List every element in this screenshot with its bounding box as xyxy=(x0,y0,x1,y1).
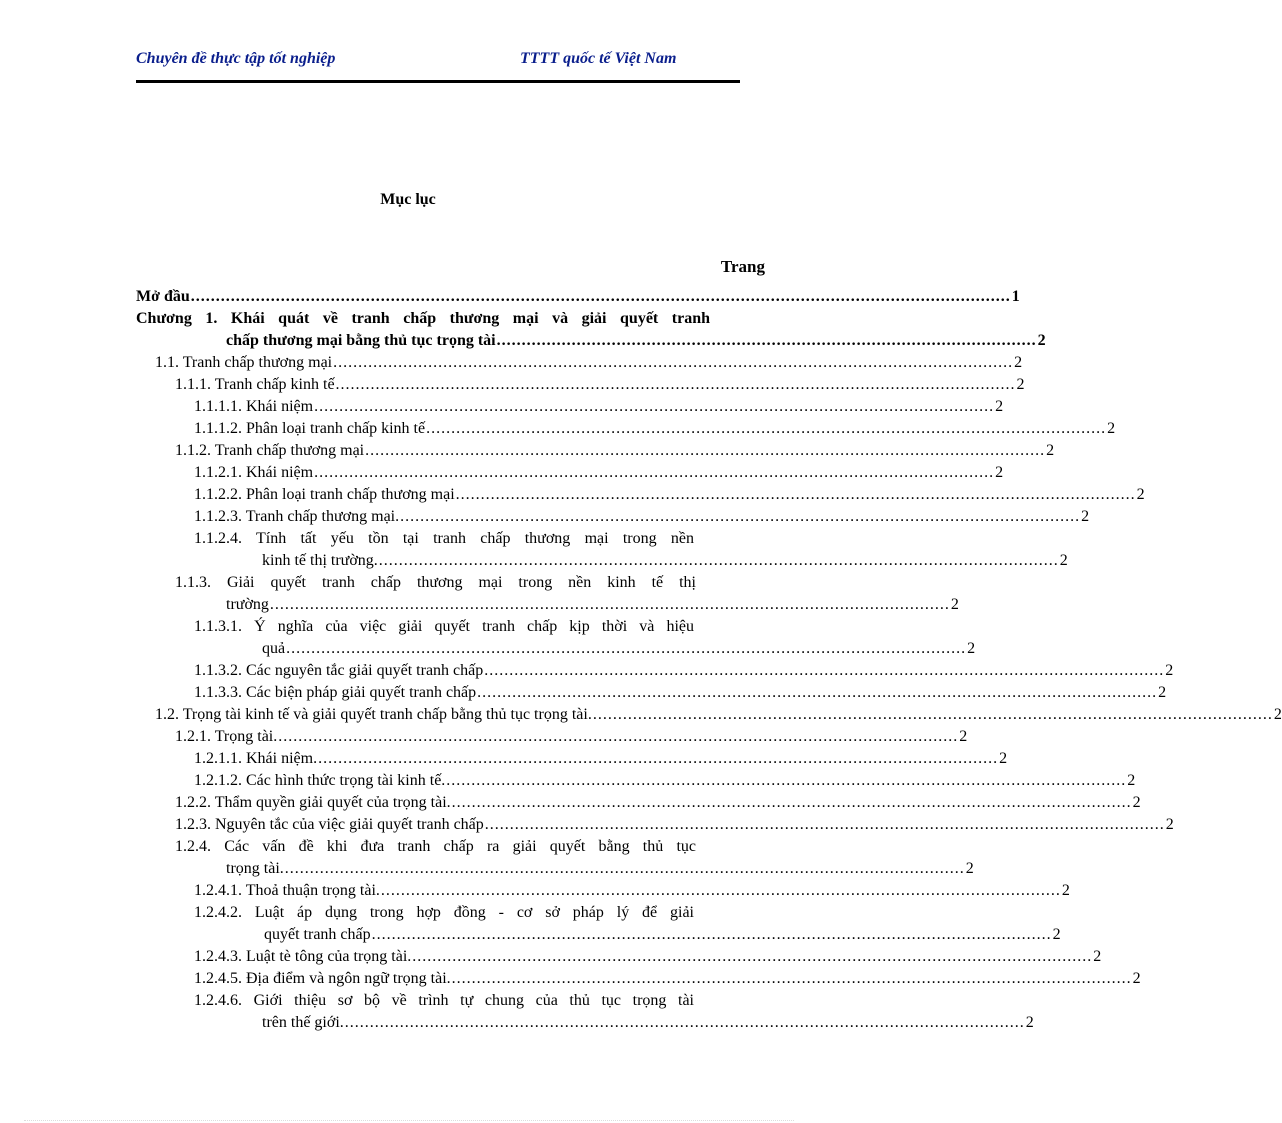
toc-entry-line1: 1.2.4. Các vấn đề khi đưa tranh chấp ra giải quyết bằng thủ tục xyxy=(175,838,696,855)
toc-entry-text: 1.2.1.1. Khái niệm. xyxy=(194,750,318,767)
toc-entry-text: Mở đầu xyxy=(136,288,190,305)
toc-entry[interactable] xyxy=(175,836,974,880)
toc-leader: ........................................................................................................................................ xyxy=(426,420,1107,437)
toc-entry[interactable] xyxy=(194,418,1116,440)
toc-leader: ........................................................................................................................................ xyxy=(314,464,995,481)
toc-entry[interactable] xyxy=(194,484,1145,506)
toc-entry-page: 2 xyxy=(1273,706,1282,723)
toc-entry[interactable] xyxy=(155,352,1023,374)
toc-entry-text: quả xyxy=(262,640,286,657)
toc-entry-line1: Chương 1. Khái quát về tranh chấp thương mại và giải quyết tranh xyxy=(136,310,710,327)
toc-leader: ........................................................................................................................................ xyxy=(451,970,1132,987)
toc-entry[interactable] xyxy=(175,440,1055,462)
toc-leader: ........................................................................................................................................ xyxy=(451,794,1132,811)
toc-entry-line1: 1.1.3.1. Ý nghĩa của việc giải quyết tranh chấp kịp thời và hiệu xyxy=(194,618,694,635)
toc-entry-text: kinh tế thị trường. xyxy=(262,552,378,569)
toc-entry-text: 1.2.2. Thẩm quyền giải quyết của trọng tài. xyxy=(175,794,451,811)
toc-entry-page: 2 xyxy=(950,596,959,613)
toc-entry-page: 2 xyxy=(1046,442,1055,459)
toc-entry-text: 1.2.1. Trọng tài. xyxy=(175,728,278,745)
toc-entry-page: 2 xyxy=(1165,662,1174,679)
toc-entry-page: 2 xyxy=(1158,684,1167,701)
toc-entry[interactable] xyxy=(136,286,1020,308)
toc-entry-text: 1.1.1. Tranh chấp kinh tế xyxy=(175,376,335,393)
toc-leader: ........................................................................................................................................ xyxy=(446,772,1127,789)
toc-leader: ........................................................................................................................................ xyxy=(400,508,1081,525)
toc-entry-page: 2 xyxy=(1016,376,1025,393)
toc-entry-text: 1.2.1.2. Các hình thức trọng tài kinh tế. xyxy=(194,772,446,789)
toc-entry-text: trọng tài. xyxy=(226,860,284,877)
toc-entry[interactable] xyxy=(175,814,1174,836)
toc-entry[interactable] xyxy=(194,946,1102,968)
toc-leader: ........................................................................................................................................ xyxy=(371,926,1052,943)
page-column-label: Trang xyxy=(720,257,765,276)
toc-leader: ........................................................................................................................................ xyxy=(278,728,959,745)
toc-entry-page: 1 xyxy=(1011,288,1020,305)
toc-entry-text: quyết tranh chấp xyxy=(264,926,371,943)
toc-leader: ........................................................................................................................................ xyxy=(412,948,1093,965)
header-divider xyxy=(136,80,740,83)
toc-entry[interactable] xyxy=(194,660,1174,682)
toc-entry[interactable] xyxy=(194,880,1070,902)
toc-entry[interactable] xyxy=(194,902,1061,946)
header-right-title: TTTT quốc tế Việt Nam xyxy=(520,50,677,67)
toc-leader: ........................................................................................................................................ xyxy=(344,1014,1025,1031)
toc-entry-page: 2 xyxy=(1127,772,1136,789)
toc-leader: ........................................................................................................................................ xyxy=(592,706,1273,723)
toc-entry-page: 2 xyxy=(1132,794,1141,811)
toc-entry-text: trường xyxy=(226,596,269,613)
toc-leader: ........................................................................................................................................ xyxy=(477,684,1158,701)
toc-entry-page: 2 xyxy=(959,728,968,745)
toc-entry[interactable] xyxy=(136,308,1046,352)
toc-leader: ........................................................................................................................................ xyxy=(286,640,967,657)
toc-entry-page: 2 xyxy=(999,750,1008,767)
toc-entry[interactable] xyxy=(194,748,1008,770)
toc-entry-text: 1.2.3. Nguyên tắc của việc giải quyết tranh chấp xyxy=(175,816,484,833)
toc-entry[interactable] xyxy=(175,792,1141,814)
toc-entry[interactable] xyxy=(175,572,959,616)
toc-entry-line1: 1.1.3. Giải quyết tranh chấp thương mại trong nền kinh tế thị xyxy=(175,574,696,591)
toc-entry[interactable] xyxy=(194,528,1068,572)
toc-leader: ............................................................................................................ xyxy=(496,332,1037,349)
toc-entry-text: 1.1. Tranh chấp thương mại xyxy=(155,354,333,371)
toc-entry[interactable] xyxy=(194,682,1167,704)
toc-leader: ........................................................................................................................................ xyxy=(380,882,1061,899)
toc-entry-text: trên thế giới. xyxy=(262,1014,344,1031)
toc-leader: ........................................................................................................................................ xyxy=(365,442,1046,459)
toc-leader: ........................................................................................................................................ xyxy=(314,398,995,415)
toc-entry-page: 2 xyxy=(995,398,1004,415)
toc-entry-page: 2 xyxy=(1061,882,1070,899)
toc-leader: ........................................................................................................................................ xyxy=(455,486,1136,503)
toc-entry-page: 2 xyxy=(1081,508,1090,525)
toc-entry-line1: 1.2.4.6. Giới thiệu sơ bộ về trình tự chung của thủ tục trọng tài xyxy=(194,992,694,1009)
toc-entry[interactable] xyxy=(194,770,1136,792)
toc-entry-line1: 1.2.4.2. Luật áp dụng trong hợp đồng - cơ sở pháp lý để giải xyxy=(194,904,694,921)
toc-entry[interactable] xyxy=(175,726,968,748)
toc-leader: ........................................................................................................................................ xyxy=(269,596,950,613)
toc-entry-text: 1.1.2.1. Khái niệm xyxy=(194,464,314,481)
toc-leader: ........................................................................................................................................ xyxy=(333,354,1014,371)
toc-entry-text: 1.1.1.2. Phân loại tranh chấp kinh tế xyxy=(194,420,426,437)
toc-entry-page: 2 xyxy=(1107,420,1116,437)
toc-entry-page: 2 xyxy=(1059,552,1068,569)
toc-leader: ........................................................................................................................................ xyxy=(484,816,1165,833)
page-title: Mục lục xyxy=(380,191,436,208)
toc-entry-text: 1.1.3.2. Các nguyên tắc giải quyết tranh chấp xyxy=(194,662,484,679)
toc-leader: ........................................................................................................................................ xyxy=(318,750,999,767)
toc-entry[interactable] xyxy=(175,374,1025,396)
toc-entry[interactable] xyxy=(194,616,976,660)
toc-entry-text: 1.1.3.3. Các biện pháp giải quyết tranh chấp xyxy=(194,684,477,701)
toc-entry-text: 1.1.1.1. Khái niệm xyxy=(194,398,314,415)
toc-entry[interactable] xyxy=(194,968,1141,990)
page-bottom-border xyxy=(24,1120,794,1121)
toc-entry-text: chấp thương mại bằng thủ tục trọng tài xyxy=(226,332,496,349)
toc-entry-page: 2 xyxy=(1165,816,1174,833)
toc-leader: ........................................................................................................................................ xyxy=(378,552,1059,569)
toc-entry-text: 1.1.2.3. Tranh chấp thương mại. xyxy=(194,508,400,525)
toc-entry-page: 2 xyxy=(1136,486,1145,503)
toc-entry-page: 2 xyxy=(995,464,1004,481)
toc-leader: ........................................................................................................................................ xyxy=(284,860,965,877)
toc-entry-text: 1.2.4.5. Địa điểm và ngôn ngữ trọng tài. xyxy=(194,970,451,987)
toc-entry-line1: 1.1.2.4. Tính tất yếu tồn tại tranh chấp thương mại trong nền xyxy=(194,530,694,547)
header-left-title: Chuyên đề thực tập tốt nghiệp xyxy=(136,50,336,67)
toc-entry[interactable] xyxy=(155,704,1282,726)
toc-entry-text: 1.1.2. Tranh chấp thương mại xyxy=(175,442,365,459)
toc-entry-page: 2 xyxy=(1037,332,1046,349)
toc-entry[interactable] xyxy=(194,506,1090,528)
toc-entry[interactable] xyxy=(194,396,1004,418)
toc-entry-page: 2 xyxy=(1132,970,1141,987)
toc-entry-text: 1.2.4.1. Thoả thuận trọng tài. xyxy=(194,882,380,899)
toc-entry-text: 1.2. Trọng tài kinh tế và giải quyết tranh chấp bằng thủ tục trọng tài. xyxy=(155,706,592,723)
toc-entry-page: 2 xyxy=(1014,354,1023,371)
toc-entry[interactable] xyxy=(194,990,1034,1034)
toc-entry-page: 2 xyxy=(1052,926,1061,943)
toc-entry-page: 2 xyxy=(965,860,974,877)
toc-leader: ........................................................................................................................................ xyxy=(335,376,1016,393)
toc-leader: ........................................................................................................................................ xyxy=(484,662,1165,679)
toc-entry[interactable] xyxy=(194,462,1004,484)
toc-entry-text: 1.2.4.3. Luật tè tông của trọng tài. xyxy=(194,948,412,965)
toc-leader: .................................................................................................................................................................... xyxy=(190,288,1011,305)
toc-entry-page: 2 xyxy=(967,640,976,657)
toc-entry-page: 2 xyxy=(1025,1014,1034,1031)
toc-entry-text: 1.1.2.2. Phân loại tranh chấp thương mại xyxy=(194,486,455,503)
toc-entry-page: 2 xyxy=(1093,948,1102,965)
